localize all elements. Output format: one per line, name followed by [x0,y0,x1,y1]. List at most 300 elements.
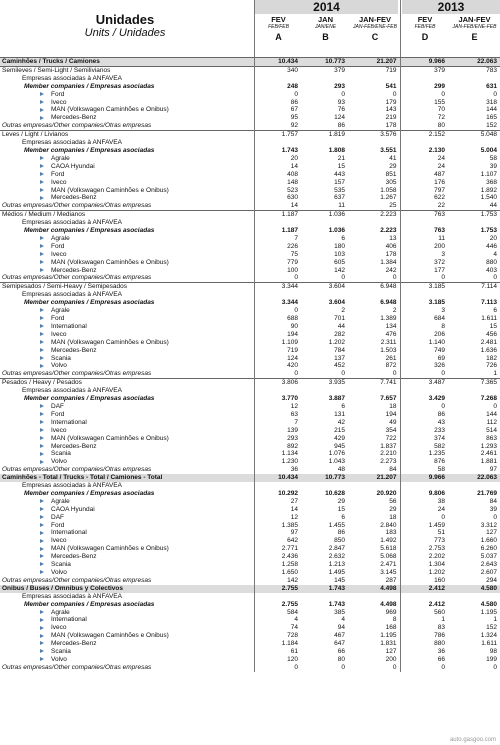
table-row [0,355,500,363]
table-row [0,403,500,411]
cell-value [301,593,348,601]
cell-value: 863 [486,434,497,442]
table-row [0,291,500,299]
cell-value [301,387,348,395]
table-row [0,91,500,99]
cell-value: 446 [486,242,497,250]
row-label-text: Agrale [51,608,70,616]
cell-value: 7.268 [480,395,497,403]
table-row [0,419,500,427]
cell-value [254,75,301,83]
row-label-text: Ford [51,242,65,250]
cell-value: 157 [334,178,345,186]
cell-value: 1.134 [254,450,301,458]
row-label [0,66,254,74]
table-row [0,609,500,617]
row-label-text: MAN (Volkswagen Caminhões e Ônibus) [51,338,169,346]
cell-value: 3.344 [254,283,301,291]
cell-value: 3.806 [254,379,301,387]
bullet-arrow-icon [40,404,44,408]
bullet-arrow-icon [40,412,44,416]
table-row [0,656,500,664]
cell-value: 4.498 [380,600,397,608]
cell-value: 9.966 [400,58,448,66]
cell-value: 97 [254,529,301,537]
bullet-arrow-icon [40,436,44,440]
cell-value: 379 [301,66,348,74]
row-label [0,529,254,537]
row-label-text: Agrale [51,234,70,242]
row-label [0,139,254,147]
table-row [0,243,500,251]
cell-value: 2.471 [380,561,397,569]
cell-value: 143 [385,106,397,114]
cell-value: 1.076 [328,450,345,458]
cell-value [400,482,448,490]
cell-value: 7.113 [481,299,497,307]
cell-value: 75 [254,251,301,259]
column-header [302,15,349,43]
row-label-text: Iveco [51,250,67,258]
row-label-text: Member companies / Empresas asociadas [24,299,155,307]
cell-value: 1.660 [480,537,497,545]
cell-value: 0 [400,91,448,99]
cell-value: 1.753 [448,211,500,219]
cell-value: 155 [400,99,448,107]
cell-value: 21.769 [477,489,497,497]
table-row [0,616,500,624]
cell-value: 1.187 [254,211,301,219]
cell-value: 29 [389,162,397,170]
table-row [0,537,500,545]
cell-value [301,75,348,83]
cell-value [400,219,448,227]
column-letter: E [471,32,478,42]
cell-value: 1.540 [480,194,497,202]
cell-value: 4.580 [480,600,497,608]
bullet-arrow-icon [40,364,44,368]
cell-value: 4.580 [448,585,500,593]
table-row [0,227,500,235]
row-label-text: Member companies / Empresas asociadas [24,600,155,608]
cell-value: 11 [400,235,448,243]
cell-value: 29 [389,505,397,513]
row-label [0,435,254,443]
row-label-text: MAN (Volkswagen Caminhões e Ônibus) [51,186,169,194]
cell-value: 25 [389,202,397,210]
table-row [0,585,500,593]
row-label-text: Member companies / Empresas asociadas [24,146,155,154]
table-row [0,506,500,514]
cell-value: 5.037 [480,553,497,561]
table-row [0,450,500,458]
cell-value: 22 [400,202,448,210]
table-row [0,632,500,640]
table-row [0,131,500,139]
row-label-text: Ford [51,170,65,178]
row-label-text: Scania [51,561,71,569]
cell-value: 1.831 [380,640,397,648]
cell-value: 1.195 [380,632,397,640]
cell-value: 66 [337,648,345,656]
cell-value: 1.293 [480,442,497,450]
table-row [0,601,500,609]
cell-value [448,219,500,227]
cell-value: 1.385 [254,522,301,530]
cell-value [448,482,500,490]
cell-value: 1 [493,370,497,378]
cell-value: 340 [254,66,301,74]
cell-value: 726 [486,362,497,370]
cell-value: 148 [254,179,301,187]
cell-value: 872 [385,362,397,370]
cell-value: 83 [400,624,448,632]
cell-value: 100 [254,267,301,275]
table-row [0,339,500,347]
cell-value: 0 [392,370,397,378]
row-label-text: MAN (Volkswagen Caminhões e Ônibus) [51,434,169,442]
cell-value: 0 [392,663,397,671]
cell-value: 2 [392,307,397,315]
cell-value [301,291,348,299]
row-label [0,624,254,632]
cell-value: 36 [254,466,301,474]
row-label-text: Agrale [51,497,70,505]
bullet-arrow-icon [40,657,44,661]
cell-value: 0 [400,664,448,672]
cell-value: 1.184 [254,640,301,648]
row-label-text: Empresas associadas à ANFAVEA [22,291,122,299]
bullet-arrow-icon [40,164,44,168]
row-label-text: CAOA Hyundai [51,505,95,513]
column-sub: FEB/FEB [268,24,289,30]
table-row [0,435,500,443]
cell-value: 1.459 [400,522,448,530]
cell-value: 403 [486,266,497,274]
cell-value: 1.258 [254,561,301,569]
row-label-text: Iveco [51,98,67,106]
cell-value [448,291,500,299]
table-row [0,155,500,163]
cell-value: 84 [489,497,497,505]
table-row [0,362,500,370]
table-row [0,259,500,267]
cell-value: 2.210 [380,450,397,458]
bullet-arrow-icon [40,268,44,272]
cell-value: 219 [385,114,397,122]
column-month: FEV [271,15,286,24]
bullet-arrow-icon [40,428,44,432]
table-row [0,347,500,355]
row-label [0,664,254,672]
cell-value: 6.948 [348,283,400,291]
cell-value: 1.808 [328,146,345,154]
cell-value: 21 [337,154,345,162]
cell-value: 6.948 [380,299,397,307]
row-label-text: Iveco [51,537,67,545]
cell-value [348,75,400,83]
cell-value: 69 [400,355,448,363]
column-month: JAN [317,15,333,24]
row-label [0,609,254,617]
cell-value: 892 [254,443,301,451]
cell-value: 2.755 [254,601,301,609]
row-label-text: Iveco [51,624,67,632]
column-letter: C [371,32,379,42]
cell-value: 134 [385,322,397,330]
cell-value: 12 [254,514,301,522]
bullet-arrow-icon [40,236,44,240]
cell-value: 44 [489,202,497,210]
cell-value: 2.607 [480,569,497,576]
cell-value [254,219,301,227]
table-row [0,522,500,530]
table-row [0,202,500,210]
row-label-text: Member companies / Empresas asociadas [24,395,155,403]
row-label [0,315,254,323]
cell-value: 20.920 [376,489,397,497]
row-label [0,202,254,210]
cell-value: 282 [334,330,345,338]
row-label-text: Semileves / Semi-Light / Semilivianos [2,66,111,74]
cell-value: 7 [254,419,301,427]
bullet-arrow-icon [40,100,44,104]
cell-value: 56 [389,497,397,505]
cell-value [348,482,400,490]
table-row [0,443,500,451]
cell-value: 152 [486,624,497,632]
cell-value: 6.260 [480,545,497,553]
table-row [0,139,500,147]
bullet-arrow-icon [40,626,44,630]
bullet-arrow-icon [40,260,44,264]
row-label [0,522,254,530]
cell-value: 1.892 [480,186,497,194]
row-label [0,537,254,545]
cell-value: 452 [334,362,345,370]
cell-value: 1 [400,616,448,624]
cell-value: 326 [400,362,448,370]
cell-value: 8 [392,616,397,624]
cell-value: 1.384 [380,258,397,266]
row-label [0,458,254,466]
bullet-arrow-icon [40,332,44,336]
bullet-arrow-icon [40,570,44,574]
cell-value [448,593,500,601]
row-label-text: Ford [51,521,65,529]
bullet-arrow-icon [40,116,44,120]
cell-value: 11 [338,202,345,210]
cell-value: 523 [254,187,301,195]
bullet-arrow-icon [40,523,44,527]
cell-value: 293 [254,435,301,443]
cell-value: 2.130 [400,147,448,155]
row-label-text: Outras empresas/Other companies/Otras empresas [2,663,152,671]
cell-value: 406 [385,242,397,250]
cell-value [400,593,448,601]
table-row [0,283,500,291]
table-row [0,482,500,490]
row-label [0,569,254,577]
cell-value: 2.311 [380,338,397,346]
cell-value: 1.503 [380,346,397,354]
cell-value: 177 [400,267,448,275]
cell-value: 2.643 [480,561,497,569]
cell-value: 6 [493,307,497,315]
cell-value: 0 [341,663,345,671]
cell-value: 2.753 [400,545,448,553]
cell-value: 43 [400,419,448,427]
cell-value: 24 [400,163,448,171]
cell-value: 0 [493,513,497,521]
cell-value: 144 [486,410,497,418]
cell-value: 14 [254,202,301,210]
cell-value: 784 [334,346,345,354]
cell-value: 945 [334,442,345,450]
table-row [0,545,500,553]
bullet-arrow-icon [40,547,44,551]
bullet-arrow-icon [40,554,44,558]
row-label-text: Mercedes-Benz [51,114,97,122]
row-label-text: Ônibus / Buses / Ômnibus y Colectivos [2,584,123,592]
row-label [0,219,254,227]
cell-value: 74 [254,624,301,632]
cell-value [348,139,400,147]
row-label [0,553,254,561]
table-row [0,219,500,227]
cell-value: 4 [254,616,301,624]
bullet-arrow-icon [40,172,44,176]
cell-value: 67 [254,106,301,114]
row-label [0,482,254,490]
table-row [0,331,500,339]
cell-value: 880 [400,640,448,648]
row-label [0,403,254,411]
bullet-arrow-icon [40,641,44,645]
cell-value: 2.847 [328,545,345,553]
row-label-text: Mercedes-Benz [51,266,97,274]
row-label [0,83,254,91]
cell-value: 293 [334,82,345,90]
cell-value: 80 [400,122,448,130]
cell-value: 880 [486,258,497,266]
row-label [0,99,254,107]
cell-value: 0 [400,274,448,282]
cell-value: 783 [448,66,500,74]
cell-value: 15 [337,162,345,170]
row-label [0,601,254,609]
cell-value: 2.202 [400,553,448,561]
row-label [0,131,254,139]
row-label-text: Member companies / Empresas asociadas [24,489,155,497]
row-label [0,466,254,474]
cell-value: 6 [341,234,345,242]
cell-value: 0 [493,274,497,282]
cell-value [254,139,301,147]
table-row [0,514,500,522]
bullet-arrow-icon [40,340,44,344]
cell-value: 1.881 [480,458,497,466]
row-label-text: International [51,418,87,426]
table-row [0,664,500,672]
bullet-arrow-icon [40,649,44,653]
cell-value: 1.611 [481,315,497,322]
row-label [0,370,254,378]
cell-value [301,139,348,147]
cell-value: 72 [400,114,448,122]
row-label-text: Mercedes-Benz [51,346,97,354]
cell-value: 48 [337,466,345,474]
bullet-arrow-icon [40,92,44,96]
cell-value: 1.837 [380,442,397,450]
table-row [0,147,500,155]
row-label-text: Pesados / Heavy / Pesados [2,379,82,387]
row-label-text: Outras empresas/Other companies/Otras empresas [2,122,152,130]
row-label [0,498,254,506]
row-label [0,656,254,664]
cell-value: 29 [337,497,345,505]
row-label-text: Semipesados / Semi-Heavy / Semipesados [2,283,128,291]
bullet-arrow-icon [40,610,44,614]
table-row [0,171,500,179]
row-label [0,443,254,451]
cell-value: 7.741 [348,379,400,387]
cell-value: 24 [400,506,448,514]
table-row [0,99,500,107]
cell-value: 124 [254,355,301,363]
cell-value: 95 [254,114,301,122]
row-label [0,147,254,155]
column-sub: JAN-FEB/ENE-FEB [452,24,497,30]
row-label [0,506,254,514]
cell-value: 876 [400,458,448,466]
row-label [0,259,254,267]
cell-value: 2.755 [254,585,301,593]
cell-value: 3.145 [380,569,397,576]
row-label-text: Member companies / Empresas asociadas [24,227,155,235]
cell-value: 535 [334,186,345,194]
cell-value: 93 [337,98,345,106]
cell-value: 3.185 [400,283,448,291]
cell-value: 3.344 [254,299,301,307]
cell-value: 63 [254,411,301,419]
cell-value: 20 [254,155,301,163]
row-label [0,561,254,569]
row-label-text: International [51,322,87,330]
cell-value: 200 [400,243,448,251]
cell-value: 13 [389,234,397,242]
cell-value: 605 [334,258,345,266]
table-row [0,379,500,387]
table-row [0,498,500,506]
row-label-text: Scania [51,648,71,656]
cell-value: 0 [254,664,301,672]
table-row [0,235,500,243]
cell-value: 194 [254,331,301,339]
cell-value: 443 [334,170,345,178]
table-row [0,307,500,315]
row-label-text: MAN (Volkswagen Caminhões e Ônibus) [51,545,169,553]
cell-value: 226 [254,243,301,251]
cell-value: 0 [400,370,448,378]
cell-value: 0 [341,370,345,378]
cell-value: 42 [337,418,345,426]
cell-value: 80 [337,655,345,663]
row-label [0,545,254,553]
cell-value: 2.461 [480,450,497,458]
cell-value: 142 [334,266,345,274]
bullet-arrow-icon [40,324,44,328]
